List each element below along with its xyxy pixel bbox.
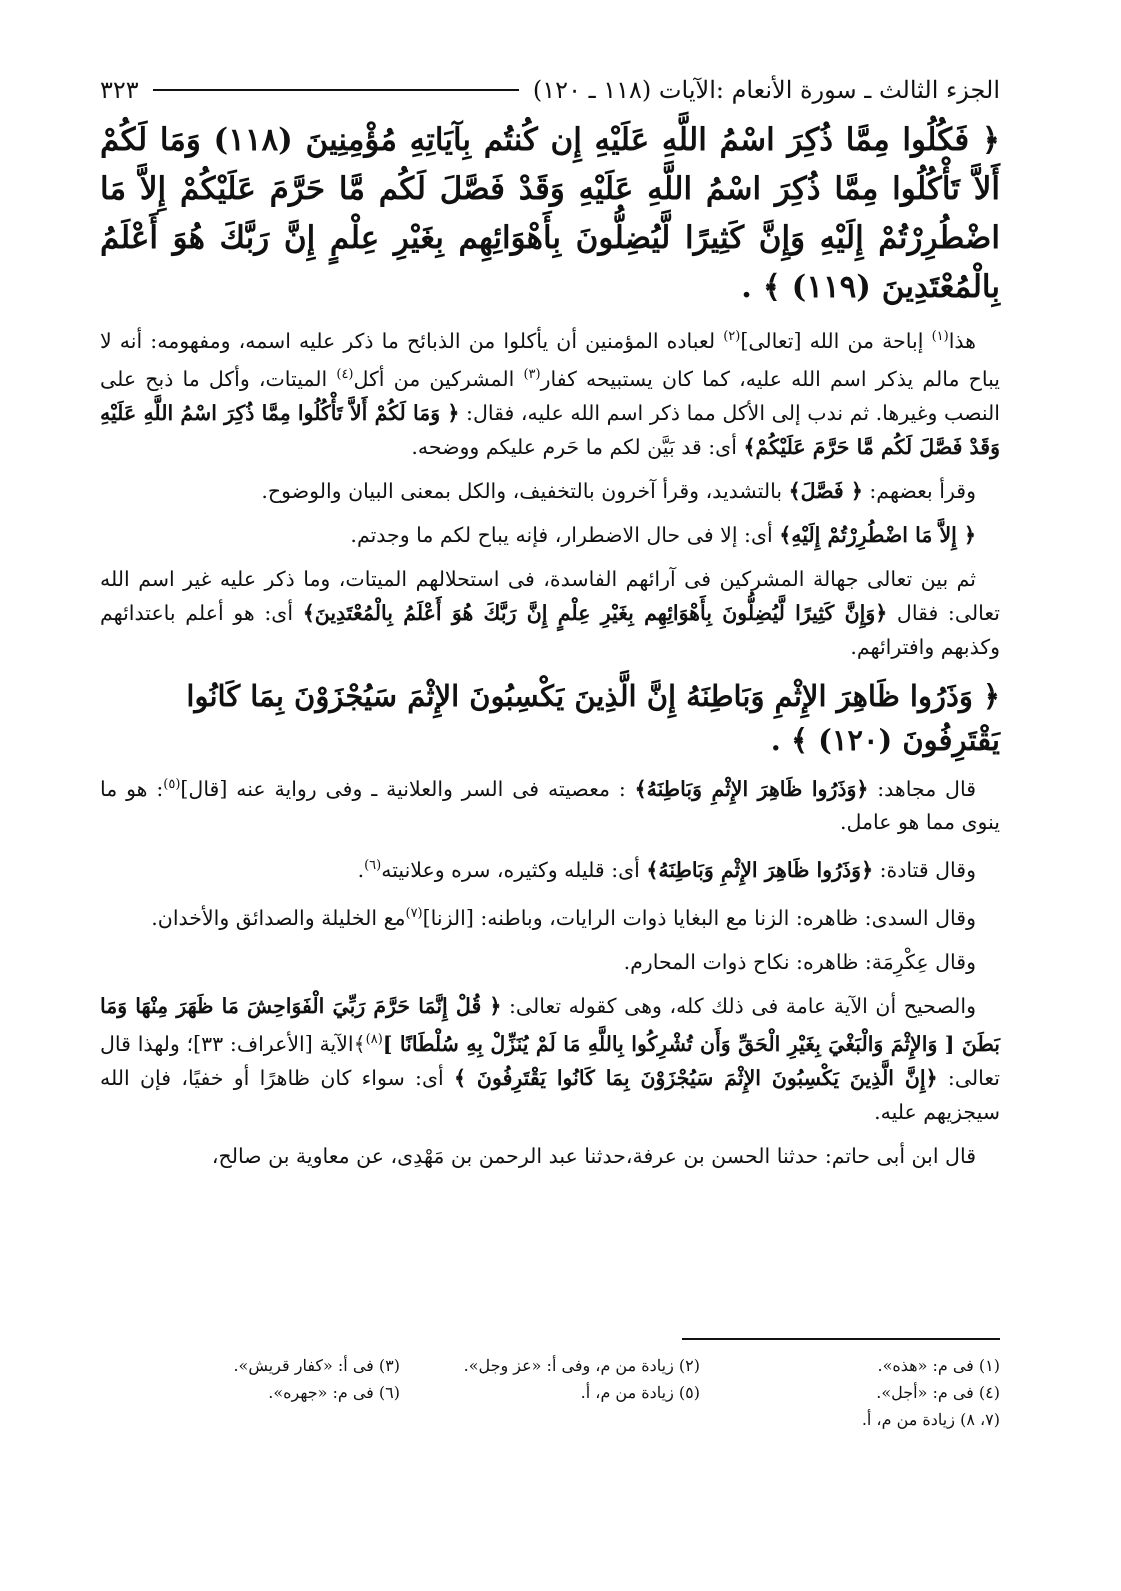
text: ثم بين تعالى جهالة المشركين فى آرائهم الفاسدة، فى استحلالهم الميتات، وما ذكر عليه غير اسم الله تعالى: فقال	[100, 566, 1000, 625]
text: : هو ما ينوى مما هو عامل.	[100, 776, 1000, 835]
quran-quote: ﴿إِنَّ الَّذِينَ يَكْسِبُونَ الإِثْمَ سَيُجْزَوْنَ بِمَا كَانُوا يَقْتَرِفُونَ ﴾	[454, 1065, 938, 1090]
quran-quote: ﴿وَذَرُوا ظَاهِرَ الإِثْمِ وَبَاطِنَهُ﴾	[634, 776, 869, 801]
footnote-3: (٣) فى أ: «كفار قريش».	[233, 1356, 400, 1375]
paragraph-10: قال ابن أبى حاتم: حدثنا الحسن بن عرفة،حدثنا عبد الرحمن بن مَهْدِى، عن معاوية بن صالح،	[211, 1143, 976, 1168]
text: مع الخليلة والصدائق والأخدان.	[151, 906, 406, 931]
text: أى: قليله وكثيره، سره وعلانيته	[381, 858, 647, 883]
header-rule	[153, 89, 519, 91]
text: أى: هو أعلم باعتدائهم وكذبهم وافترائهم.	[100, 600, 1000, 659]
text: وقرأ بعضهم:	[862, 478, 976, 503]
text: المشركين من أكل	[353, 366, 524, 391]
text: إباحة من الله [تعالى]	[740, 328, 932, 353]
footnote-ref-2[interactable]: (٢)	[723, 329, 741, 344]
quran-quote: ﴿ إِلاَّ مَا اضْطُرِرْتُمْ إِلَيْهِ﴾	[779, 522, 976, 547]
footnote-ref-5[interactable]: (٥)	[163, 776, 181, 792]
quran-quote: ﴿ وَمَا لَكُمْ أَلاَّ تَأْكُلُوا مِمَّا ذُكِرَ اسْمُ اللَّهِ عَلَيْهِ وَقَدْ فَصَّلَ لَكُم مَّا حَرَّمَ عَلَيْكُمْ﴾	[100, 400, 1000, 459]
footnote-ref-8[interactable]: (٨)	[365, 1032, 383, 1048]
footnote-row	[100, 1379, 1000, 1406]
verse-120: ﴿ وَذَرُوا ظَاهِرَ الإِثْمِ وَبَاطِنَهُ إِنَّ الَّذِينَ يَكْسِبُونَ الإِثْمَ سَيُجْزَوْنَ بِمَا كَانُوا يَقْتَرِفُونَ (١٢٠) ﴾ .	[186, 678, 1000, 757]
text: قال مجاهد:	[868, 776, 976, 801]
text: وقال قتادة:	[873, 858, 976, 883]
footnote-1: (١) فى م: «هذه».	[877, 1356, 1000, 1375]
text: أى: إلا فى حال الاضطرار، فإنه يباح لكم ما وجدتم.	[350, 522, 780, 547]
text: ﴾الآية [الأعراف: ٣٣]؛ ولهذا قال تعالى:	[100, 1031, 1000, 1090]
page-number: ٣٢٣	[100, 76, 139, 104]
text: أى: قد بَيَّن لكم ما حَرم عليكم ووضحه.	[411, 434, 744, 459]
quran-quote: ﴿ فَصَّلَ﴾	[788, 478, 863, 503]
footnote-row	[100, 1352, 1000, 1379]
quran-quote: ﴿وَذَرُوا ظَاهِرَ الإِثْمِ وَبَاطِنَهُ﴾	[646, 858, 874, 883]
text: والصحيح أن الآية عامة فى ذلك كله، وهى كقوله تعالى:	[501, 994, 976, 1019]
paragraph-8: وقال عِكْرِمَة: ظاهره: نكاح ذوات المحارم.	[623, 950, 976, 975]
paragraph-7	[100, 897, 1000, 935]
paragraph-4	[100, 562, 1000, 664]
footnote-ref-6[interactable]: (٦)	[364, 858, 382, 874]
paragraph-2	[100, 474, 1000, 508]
footnote-4: (٤) فى م: «أجل».	[876, 1383, 1000, 1402]
paragraph-9	[100, 989, 1000, 1129]
text: هذا	[948, 328, 976, 353]
footnote-ref-3[interactable]: (٣)	[523, 366, 541, 382]
text: : معصيته فى السر والعلانية ـ وفى رواية عنه [قال]	[180, 776, 635, 801]
book-page	[100, 70, 1000, 1540]
text: بالتشديد، وقرأ آخرون بالتخفيف، والكل بمعنى البيان والوضوح.	[261, 478, 789, 503]
paragraph-5	[100, 768, 1000, 840]
quran-quote: ﴿وَإِنَّ كَثِيرًا لَّيُضِلُّونَ بِأَهْوَائِهِم بِغَيْرِ عِلْمٍ إِنَّ رَبَّكَ هُوَ أَعْلَمُ بِالْمُعْتَدِينَ﴾	[302, 600, 888, 625]
quran-quote: ﴿ قُلْ إِنَّمَا حَرَّمَ رَبِّيَ الْفَوَاحِشَ مَا ظَهَرَ مِنْهَا وَمَا بَطَنَ [ وَالإِثْمَ وَالْبَغْيَ بِغَيْرِ الْحَقِّ وَأَن تُشْرِكُوا بِاللَّهِ مَا لَمْ يُنَزِّلْ بِهِ سُلْطَانًا ]	[100, 994, 1000, 1056]
text: وقال السدى: ظاهره: الزنا مع البغايا ذوات الرايات، وباطنه: [الزنا]	[422, 906, 976, 931]
footnote-2: (٢) زيادة من م، وفى أ: «عز وجل».	[463, 1356, 700, 1375]
footnote-rule	[682, 1338, 1000, 1340]
footnote-ref-7[interactable]: (٧)	[405, 906, 423, 922]
paragraph-3	[100, 518, 1000, 552]
paragraph-6	[100, 849, 1000, 887]
footnotes	[100, 1352, 1000, 1433]
text: أى: سواء كان ظاهرًا أو خفيًا، فإن الله سيجزيهم عليه.	[100, 1065, 1000, 1124]
footnote-ref-1[interactable]: (١)	[931, 329, 949, 344]
footnote-5: (٥) زيادة من م، أ.	[580, 1383, 700, 1402]
footnote-7-8: (٧، ٨) زيادة من م، أ.	[861, 1410, 1000, 1429]
verse-118-119: ﴿ فَكُلُوا مِمَّا ذُكِرَ اسْمُ اللَّهِ عَلَيْهِ إِن كُنتُم بِآيَاتِهِ مُؤْمِنِينَ (١١٨) وَمَا لَكُمْ أَلاَّ تَأْكُلُوا مِمَّا ذُكِرَ اسْمُ اللَّهِ عَلَيْهِ وَقَدْ فَصَّلَ لَكُم مَّا حَرَّمَ عَلَيْكُمْ إِلاَّ مَا اضْطُرِرْتُمْ إِلَيْهِ وَإِنَّ كَثِيرًا لَّيُضِلُّونَ بِأَهْوَائِهِم بِغَيْرِ عِلْمٍ إِنَّ رَبَّكَ هُوَ أَعْلَمُ بِالْمُعْتَدِينَ (١١٩) ﴾ .	[100, 122, 1000, 305]
footnote-row	[100, 1406, 1000, 1433]
text: الميتات، وأكل ما ذبح على النصب وغيرها. ثم ندب إلى الأكل مما ذكر اسم الله عليه، فقال:	[100, 366, 1000, 425]
header-title: الجزء الثالث ـ سورة الأنعام :الآيات (١١٨ ـ ١٢٠)	[532, 76, 1000, 104]
footnote-6: (٦) فى م: «جهره».	[268, 1383, 400, 1402]
text: لعباده المؤمنين أن يأكلوا من الذبائح ما ذكر عليه اسمه، ومفهومه: أنه لا يباح مالم يذكر اسم الله عليه، كما كان يستبيحه كفار	[100, 328, 1000, 391]
paragraph-1	[100, 320, 1000, 464]
footnote-ref-4[interactable]: (٤)	[336, 366, 354, 382]
running-header	[100, 70, 1000, 110]
text: .	[357, 858, 365, 883]
